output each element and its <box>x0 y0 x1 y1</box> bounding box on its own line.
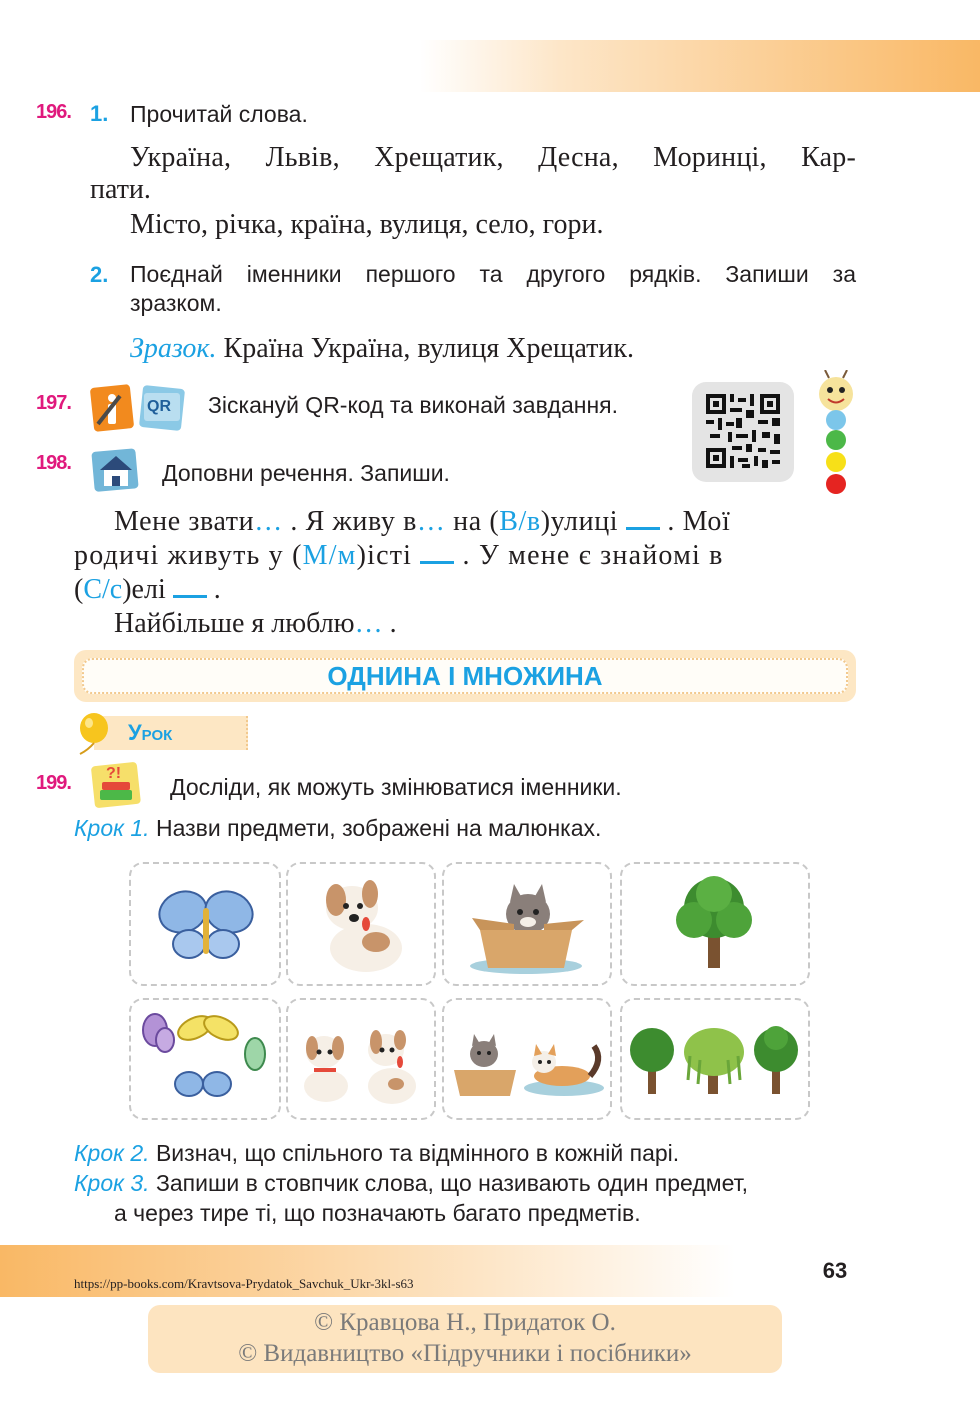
words-line-2: Місто, річка, країна, вулиця, село, гори. <box>130 209 604 240</box>
blank-line <box>626 507 660 530</box>
butterflies-icon <box>131 1000 279 1118</box>
exercise-199-text: Досліди, як можуть змінюватися іменники. <box>170 774 622 800</box>
card-trees <box>620 998 810 1120</box>
sentence-line-1 <box>114 505 856 539</box>
step-3-line <box>74 1170 748 1197</box>
page-number: 63 <box>822 1258 848 1283</box>
top-gradient-band <box>420 40 980 92</box>
card-dog <box>286 862 436 986</box>
cat-in-box-icon <box>444 864 610 984</box>
sample-label: Зразок. <box>130 333 217 364</box>
card-cats <box>442 998 612 1120</box>
card-cat <box>442 862 612 986</box>
exercise-197-number: 197. <box>36 392 71 414</box>
letter-choice-s: С/с <box>83 574 123 605</box>
page-number-badge <box>812 1248 858 1294</box>
caterpillar-icon <box>812 370 862 498</box>
step-1-label: Крок 1. <box>74 815 150 841</box>
step-2-text-line1: Поєднай іменники першого та другого рядків. Запиши за <box>130 261 856 287</box>
dots: … <box>416 506 446 537</box>
house-icon <box>90 446 142 494</box>
exercise-198-number: 198. <box>36 452 71 474</box>
dog-icon <box>288 864 434 984</box>
trees-icon <box>622 1000 808 1118</box>
sample-text: Країна Україна, вулиця Хрещатик. <box>216 333 634 364</box>
question-badge: ?! <box>106 765 122 782</box>
sentence-part: )улиці <box>540 506 626 537</box>
section-title: ОДНИНА І МНОЖИНА <box>327 660 603 691</box>
sentence-line-2 <box>74 539 856 573</box>
exercise-198-text: Доповни речення. Запиши. <box>162 460 450 486</box>
step-2-line <box>74 1140 679 1167</box>
step-2-text-line2: зразком. <box>130 290 222 316</box>
butterfly-icon <box>131 864 279 984</box>
qr-badge-text: QR <box>147 398 171 415</box>
card-butterfly <box>129 862 281 986</box>
info-pencil-icon <box>90 384 134 432</box>
sentence-line-3 <box>74 573 221 607</box>
book-question-icon <box>90 762 144 810</box>
step-1-line <box>74 815 601 842</box>
sentence-part: Найбільше я люблю <box>114 608 355 639</box>
sentence-part: )елі <box>122 574 173 605</box>
step-3-instruction: Запиши в стовпчик слова, що називають один предмет, <box>149 1170 748 1196</box>
sentence-part: родичі живуть у ( <box>74 540 303 571</box>
copyright-authors: © Кравцова Н., Придаток О. <box>314 1309 616 1336</box>
lesson-label <box>74 712 248 756</box>
qr-code-icon <box>706 394 780 468</box>
qr-code-icon <box>138 384 186 432</box>
blank-line <box>173 575 207 598</box>
section-heading <box>74 650 856 702</box>
sentence-part: )істі <box>356 540 421 571</box>
letter-choice-v: В/в <box>499 506 541 537</box>
copyright-publisher: © Видавництво «Підручники і посібники» <box>238 1340 692 1367</box>
letter-choice-m: М/м <box>302 540 357 571</box>
step-3-line-2: а через тире ті, що позначають багато предметів. <box>114 1200 641 1226</box>
step-2-number: 2. <box>90 262 109 287</box>
sentence-part: Мене звати <box>114 506 255 537</box>
card-tree <box>620 862 810 986</box>
step-1-text: Прочитай слова. <box>130 101 308 127</box>
sample-line <box>130 332 634 366</box>
step-1-instruction: Назви предмети, зображені на малюнках. <box>149 815 602 841</box>
sentence-part: . Я живу в <box>282 506 417 537</box>
step-2-label: Крок 2. <box>74 1140 150 1166</box>
sentence-part: на ( <box>445 506 500 537</box>
exercise-199-number: 199. <box>36 772 71 794</box>
source-url[interactable]: https://pp-books.com/Kravtsova-Prydatok_Savchuk_Ukr-3kl-s63 <box>74 1276 414 1291</box>
sentence-part: . Мої <box>659 506 731 537</box>
lesson-text: Урок <box>128 720 173 745</box>
copyright-box <box>148 1305 782 1373</box>
card-dogs <box>286 998 436 1120</box>
dots: … <box>254 506 283 537</box>
sentence-part: . <box>206 574 221 605</box>
section-heading-inner <box>82 658 848 694</box>
blank-line <box>420 541 454 564</box>
sentence-part: . У мене є знайомі в <box>454 540 724 571</box>
step-2-instruction: Визнач, що спільного та відмінного в кожній парі. <box>149 1140 680 1166</box>
exercise-197-text: Зіскануй QR-код та виконай завдання. <box>208 392 619 418</box>
tree-icon <box>622 864 808 984</box>
sentence-part: ( <box>74 574 84 605</box>
qr-code[interactable] <box>692 382 794 482</box>
balloon-icon <box>74 712 110 756</box>
sentence-line-4 <box>114 607 397 641</box>
step-3-label: Крок 3. <box>74 1170 150 1196</box>
card-butterflies <box>129 998 281 1120</box>
words-line-1: Україна, Львів, Хрещатик, Десна, Моринці, Кар- <box>130 142 856 173</box>
dots: … <box>354 608 383 639</box>
words-line-1-cont: пати. <box>90 174 151 205</box>
sentence-part: . <box>382 608 397 639</box>
cats-icon <box>444 1000 610 1118</box>
dogs-icon <box>288 1000 434 1118</box>
step-1-number: 1. <box>90 101 109 126</box>
exercise-196-number: 196. <box>36 101 71 123</box>
